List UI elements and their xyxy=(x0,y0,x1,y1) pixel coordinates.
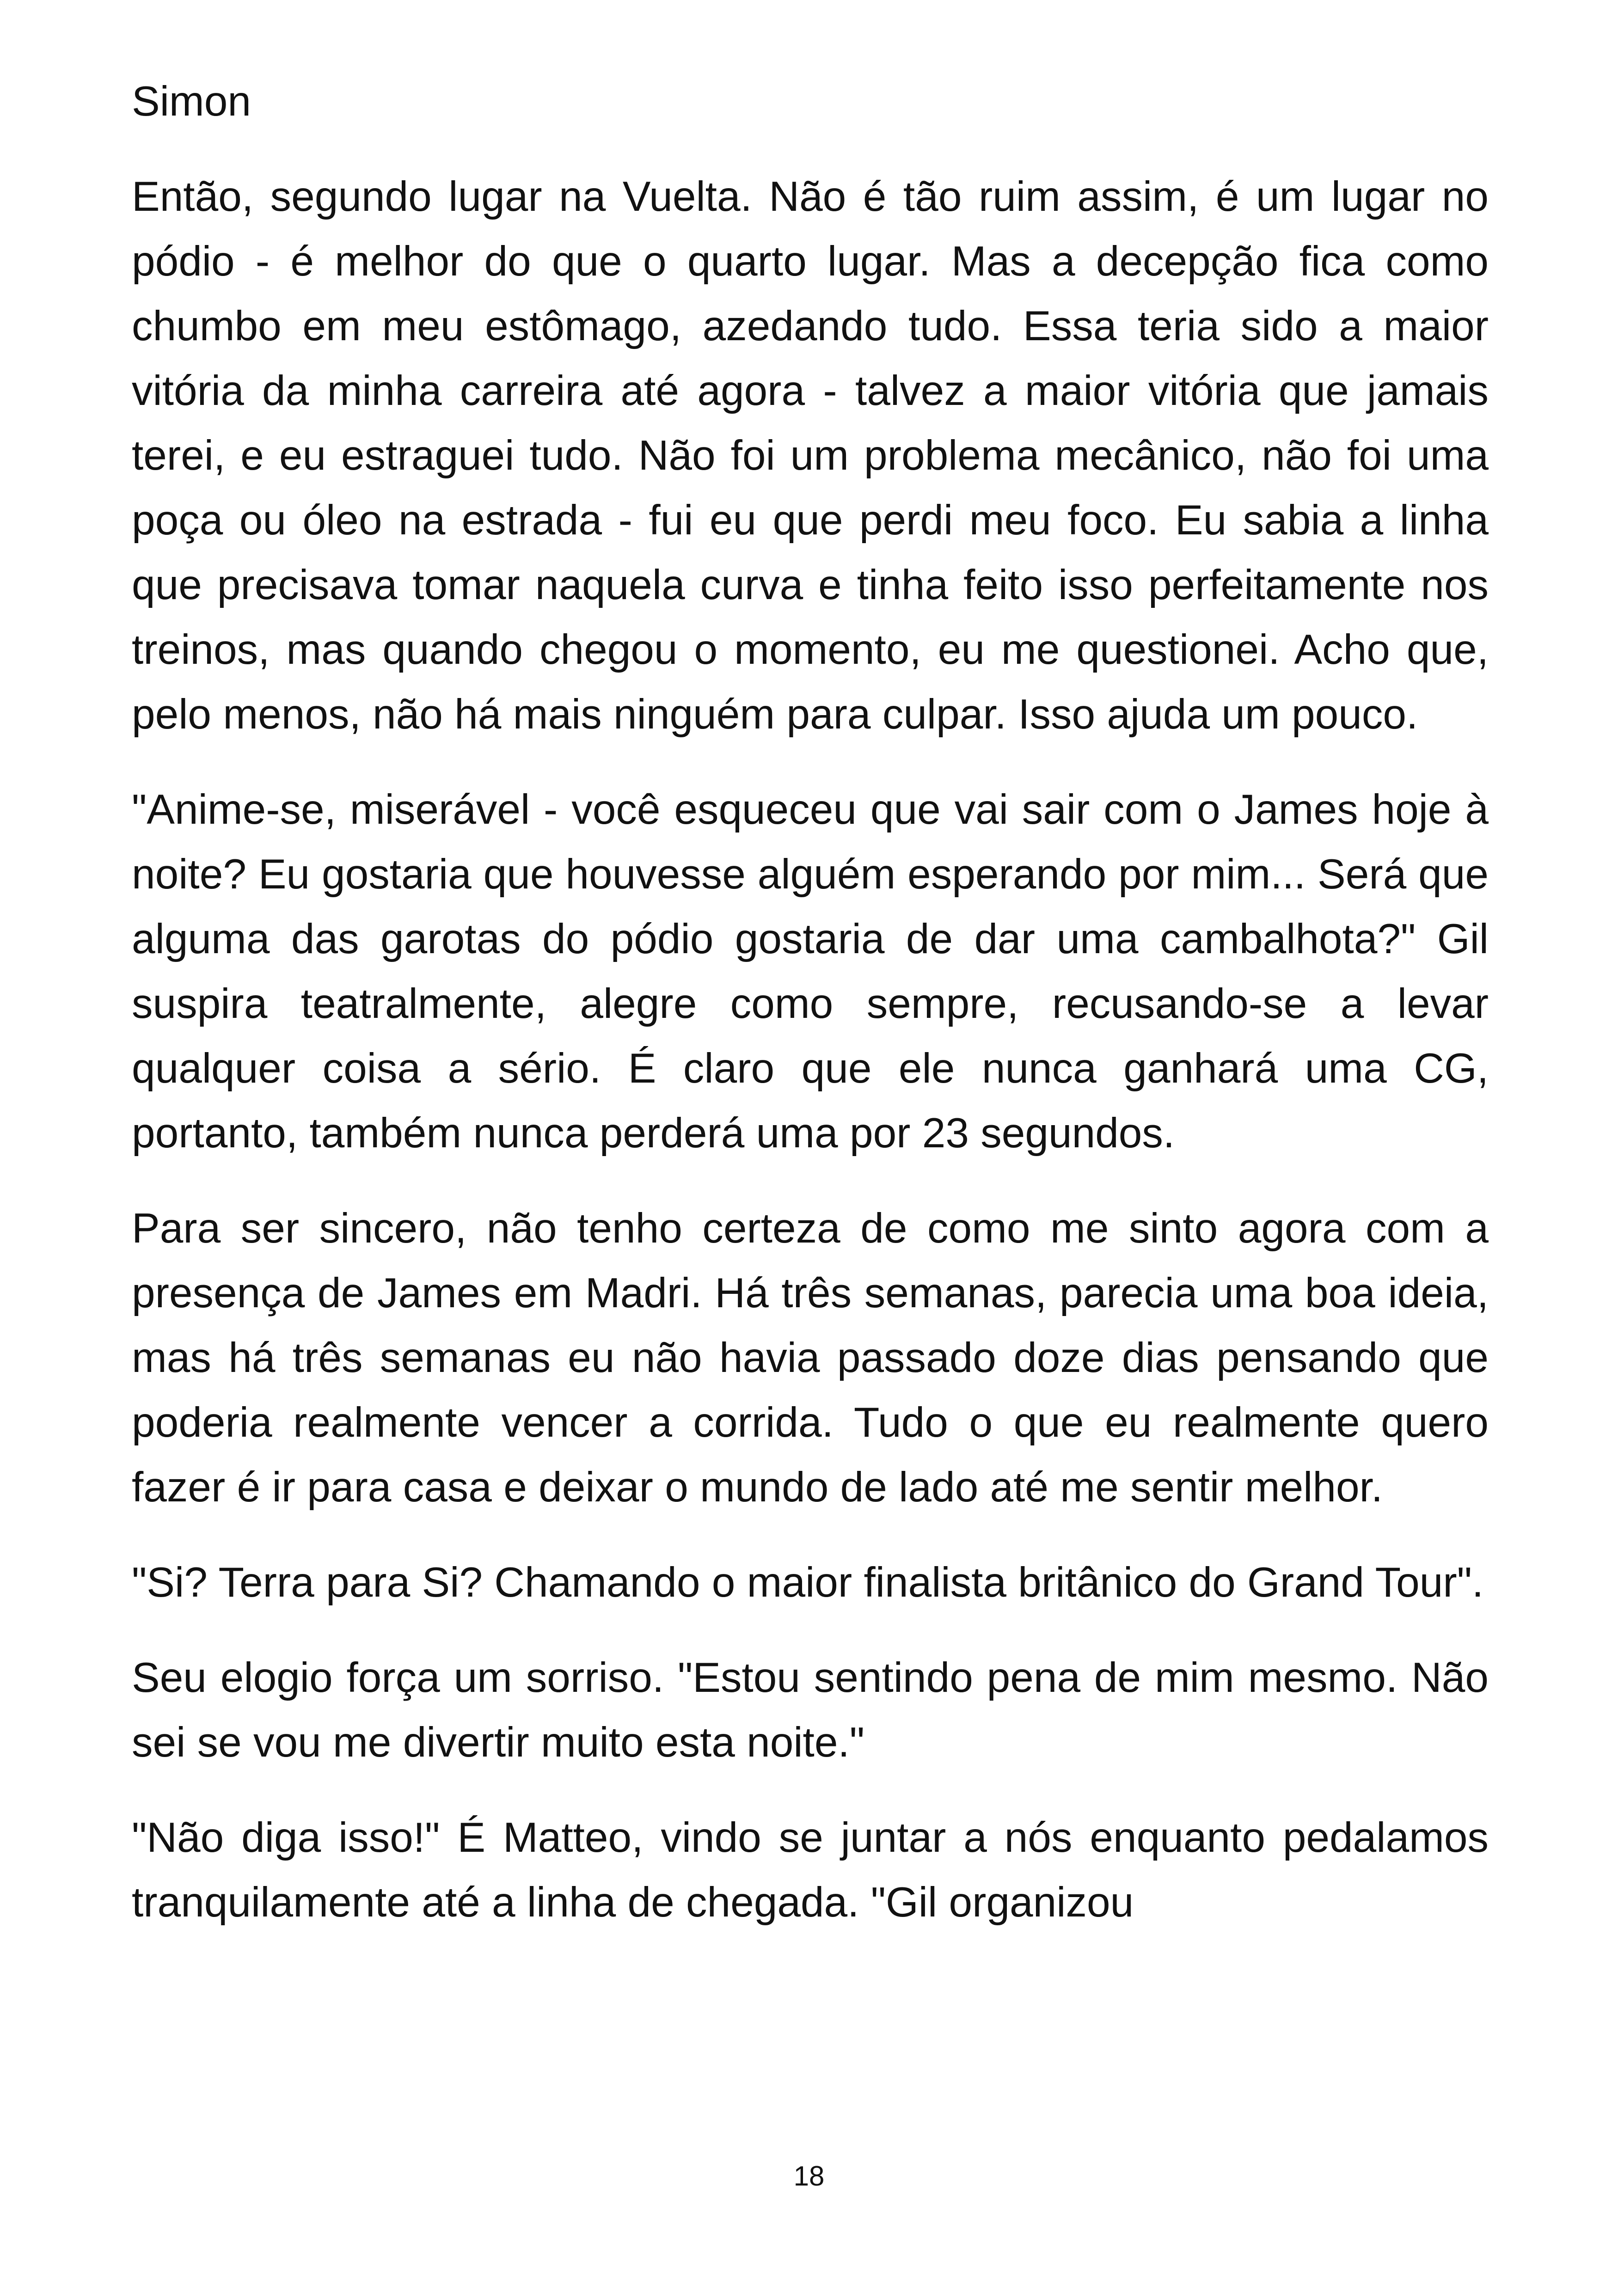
paragraph: "Anime-se, miserável - você esqueceu que vai sair com o James hoje à noite? Eu gostaria que houvesse alguém esperando por mim... Será que alguma das garotas do pódio gostaria de dar uma cambalhota?" Gil suspira teatralmente, alegre como sempre, recusando-se a levar qualquer coisa a sério. É claro que ele nunca ganhará uma CG, portanto, também nunca perderá uma por 23 segundos. xyxy=(132,786,1489,1157)
paragraph: Seu elogio força um sorriso. "Estou sentindo pena de mim mesmo. Não sei se vou me divertir muito esta noite." xyxy=(132,1654,1489,1766)
body-text xyxy=(132,69,1489,1935)
paragraph: "Si? Terra para Si? Chamando o maior finalista britânico do Grand Tour". xyxy=(132,1559,1484,1606)
paragraph: Então, segundo lugar na Vuelta. Não é tão ruim assim, é um lugar no pódio - é melhor do que o quarto lugar. Mas a decepção fica como chumbo em meu estômago, azedando tudo. Essa teria sido a maior vitória da minha carreira até agora - talvez a maior vitória que jamais terei, e eu estraguei tudo. Não foi um problema mecânico, não foi uma poça ou óleo na estrada - fui eu que perdi meu foco. Eu sabia a linha que precisava tomar naquela curva e tinha feito isso perfeitamente nos treinos, mas quando chegou o momento, eu me questionei. Acho que, pelo menos, não há mais ninguém para culpar. Isso ajuda um pouco. xyxy=(132,173,1489,738)
paragraph: "Não diga isso!" É Matteo, vindo se juntar a nós enquanto pedalamos tranquilamente até a linha de chegada. "Gil organizou xyxy=(132,1814,1489,1926)
chapter-heading: Simon xyxy=(132,78,251,125)
page-number: 18 xyxy=(793,2161,825,2192)
paragraph: Para ser sincero, não tenho certeza de como me sinto agora com a presença de James em Madri. Há três semanas, parecia uma boa ideia, mas há três semanas eu não havia passado doze dias pensando que poderia realmente vencer a corrida. Tudo o que eu realmente quero fazer é ir para casa e deixar o mundo de lado até me sentir melhor. xyxy=(132,1205,1489,1511)
